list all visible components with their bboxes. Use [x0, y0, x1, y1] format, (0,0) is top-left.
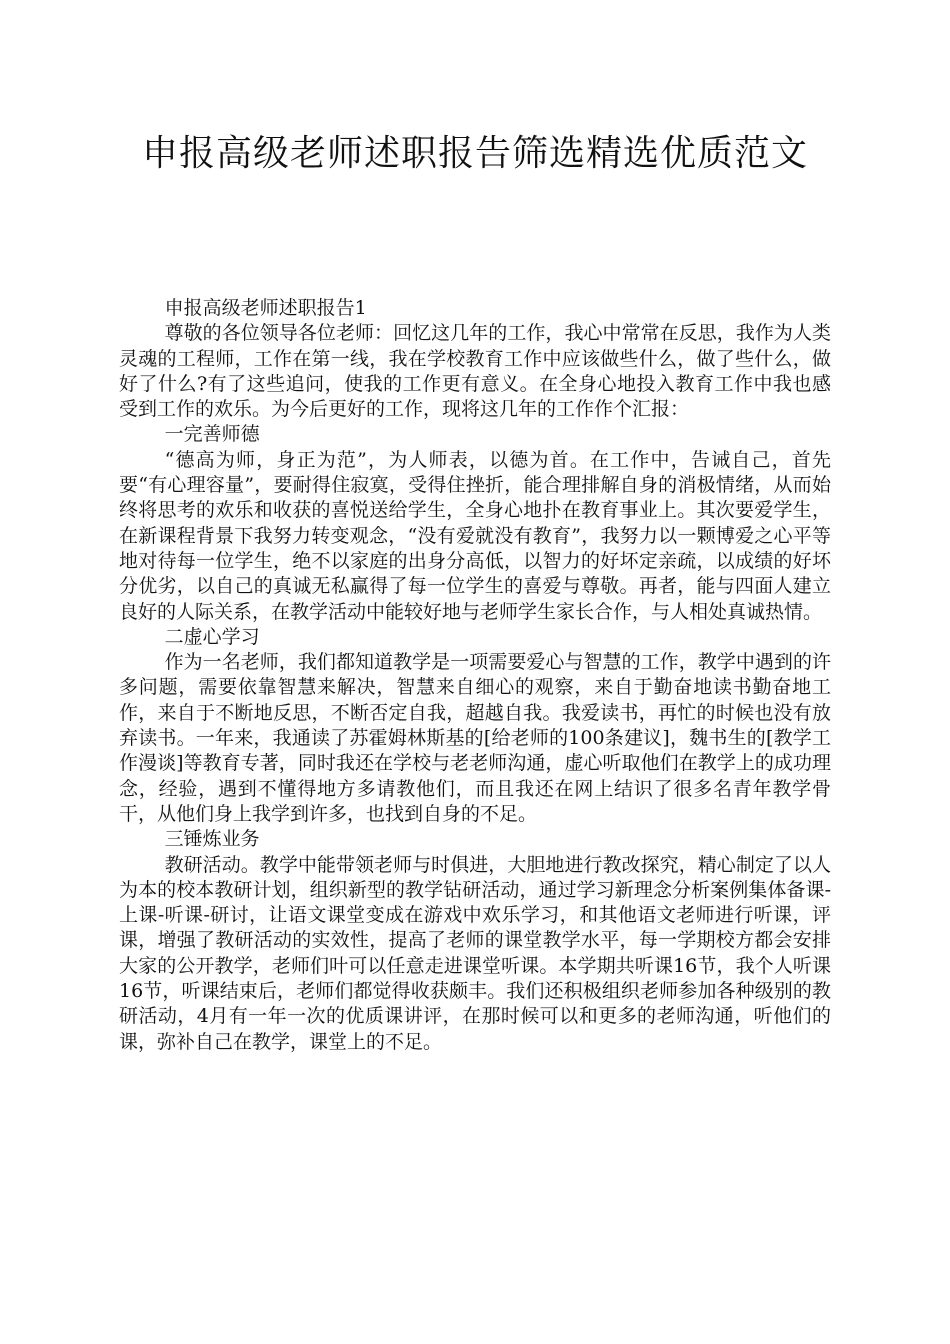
document-body — [119, 296, 831, 1055]
section-heading-ethics: 一完善师德 — [164, 423, 260, 446]
document-title: 申报高级老师述职报告筛选精选优质范文 — [141, 133, 808, 174]
intro-paragraph: 尊敬的各位领导各位老师：回忆这几年的工作，我心中常常在反思，我作为人类灵魂的工程师，工作在第一线，我在学校教育工作中应该做些什么，做了些什么，做好了什么?有了这些追问，使我的工作更有意义。在全身心地投入教育工作中我也感受到工作的欢乐。为今后更好的工作，现将这几年的工作作个汇报： — [119, 322, 831, 421]
skills-paragraph: 教研活动。教学中能带领老师与时俱进，大胆地进行教改探究，精心制定了以人为本的校本教研计划，组织新型的教学钻研活动，通过学习新理念分析案例集体备课-上课-听课-研讨，让语文课堂变成在游戏中欢乐学习，和其他语文老师进行听课，评课，增强了教研活动的实效性，提高了老师的课堂教学水平，每一学期校方都会安排大家的公开教学，老师们叶可以任意走进课堂听课。本学期共听课16节，我个人听课16节，听课结束后，老师们都觉得收获颇丰。我们还积极组织老师参加各种级别的教研活动，4月有一年一次的优质课讲评，在那时候可以和更多的老师沟通，听他们的课，弥补自己在教学，课堂上的不足。 — [119, 853, 831, 1053]
ethics-paragraph: “德高为师，身正为范”，为人师表，以德为首。在工作中，告诫自己，首先要“有心理容量”，要耐得住寂寞，受得住挫折，能合理排解自身的消极情绪，从而始终将思考的欢乐和收获的喜悦送给学生，全身心地扑在教育事业上。其次要爱学生，在新课程背景下我努力转变观念，“没有爱就没有教育”，我努力以一颗博爱之心平等地对待每一位学生，绝不以家庭的出身分高低，以智力的好坏定亲疏，以成绩的好坏分优劣，以自己的真诚无私赢得了每一位学生的喜爱与尊敬。再者，能与四面人建立良好的人际关系，在教学活动中能较好地与老师学生家长合作，与人相处真诚热情。 — [119, 448, 831, 623]
section-heading-learning: 二虚心学习 — [164, 625, 260, 648]
section-heading-skills: 三锤炼业务 — [164, 828, 260, 851]
report-heading: 申报高级老师述职报告1 — [164, 297, 367, 319]
learning-paragraph: 作为一名老师，我们都知道教学是一项需要爱心与智慧的工作，教学中遇到的许多问题，需要依靠智慧来解决，智慧来自细心的观察，来自于勤奋地读书勤奋地工作，来自于不断地反思，不断否定自我，超越自我。我爱读书，再忙的时候也没有放弃读书。一年来，我通读了苏霍姆林斯基的[给老师的100条建议]，魏书生的[教学工作漫谈]等教育专著，同时我还在学校与老老师沟通，虚心听取他们在教学上的成功理念，经验，遇到不懂得地方多请教他们，而且我还在网上结识了很多名青年教学骨干，从他们身上我学到许多，也找到自身的不足。 — [119, 651, 831, 825]
